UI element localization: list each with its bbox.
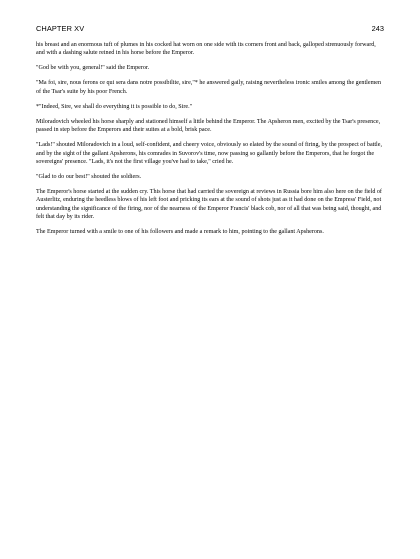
paragraph: "Ma foi, sire, nous ferons ce qui sera dans notre possibilite, sire,"* he answered gaily, raising nevertheless ironic smiles among the gentlemen of the Tsar's suite by his poor French. [36,80,382,95]
paragraph: The Emperor's horse started at the sudden cry. This horse that had carried the sovereign at reviews in Russia bore him also here on the field of Austerlitz, enduring the heedless blows of his left foot and pricking its ears at the sound of shots just as it had done on the Empress' Field, not understanding the significance of the firing, nor of the nearness of the Emperor Francis' black cob, nor of all that was being said, thought, and felt that day by its rider. [36,189,382,221]
body-text [36,41,386,243]
paragraph: "Glad to do our best!" shouted the soldiers. [36,174,142,181]
paragraph: Miloradovich wheeled his horse sharply and stationed himself a little behind the Emperor. The Apsheron men, excited by the Tsar's presence, passed in step before the Emperors and their suites at a bold, brisk pace. [36,118,381,134]
footnote: *"Indeed, Sire, we shall do everything it is possible to do, Sire." [36,103,193,110]
page-number: 243 [371,24,384,33]
paragraph: "Lads!" shouted Miloradovich in a loud, self-confident, and cheery voice, obviously so elated by the sound of firing, by the prospect of battle, and by the sight of the gallant Apsherons, his comrades in Suvorov's time, now passing so gallantly before the Emperors, that he forgot the sovereigns' presence. "Lads, it's not the first village you've had to take," cried he. [36,142,382,166]
chapter-title: CHAPTER XV [36,24,85,33]
paragraph: The Emperor turned with a smile to one of his followers and made a remark to him, pointing to the gallant Apsherons. [36,229,324,236]
page-header [36,24,384,36]
paragraph: "God be with you, general!" said the Emperor. [36,65,150,72]
paragraph: his breast and an enormous tuft of plumes in his cocked hat worn on one side with its corners front and back, galloped strenuously forward, and with a dashing salute reined in his horse before the Emperor. [36,42,376,57]
